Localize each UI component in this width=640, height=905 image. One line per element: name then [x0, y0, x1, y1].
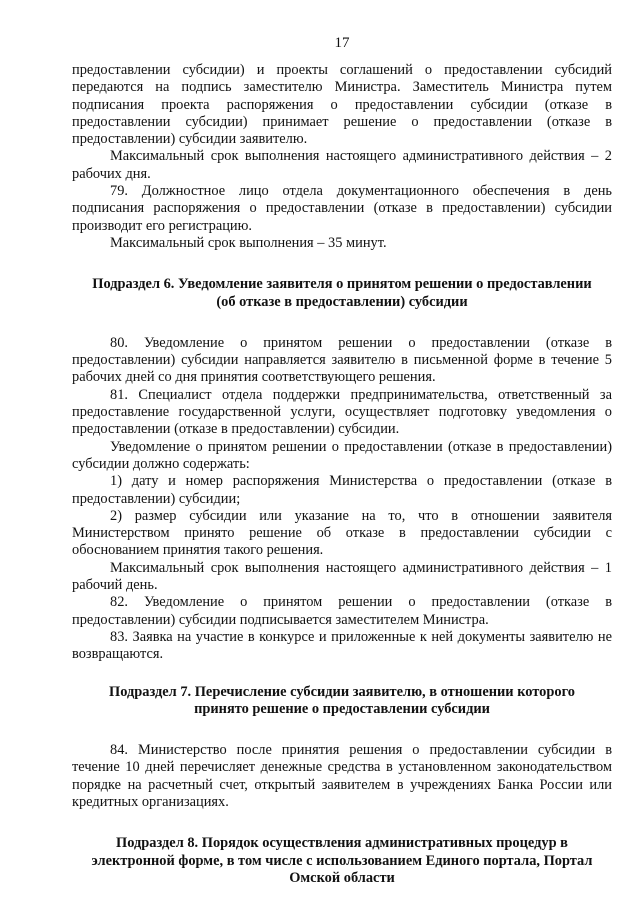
- paragraph-item-79: 79. Должностное лицо отдела документационного обеспечения в день подписания распоряжения о предоставлении (отказе в предоставлении) субсидии производит его регистрацию.: [72, 183, 612, 234]
- paragraph-item-81: 81. Специалист отдела поддержки предпринимательства, ответственный за предоставление государственной услуги, осуществляет подготовку уведомления о предоставлении (отказе в предоставлении) субсидии.: [72, 386, 612, 438]
- paragraph-notice-contents: Уведомление о принятом решении о предоставлении (отказе в предоставлении) субсидии должно содержать:: [72, 438, 612, 472]
- paragraph-item-83: 83. Заявка на участие в конкурсе и приложенные к ней документы заявителю не возвращаются.: [72, 628, 612, 663]
- page-number: 17: [334, 35, 350, 51]
- paragraph-list-item-1: 1) дату и номер распоряжения Министерства о предоставлении (отказе в предоставлении) субсидии;: [72, 473, 612, 507]
- paragraph-list-item-2: 2) размер субсидии или указание на то, что в отношении заявителя Министерством принято решение об отказе в предоставлении субсидии с обоснованием принятия такого решения.: [72, 507, 612, 559]
- paragraph-item-84: 84. Министерство после принятия решения о предоставлении субсидии в течение 10 дней перечисляет денежные средства в установленном законодательством порядке на расчетный счет, открытый заявителем в учреждениях Банка России или кредитных организациях.: [72, 742, 612, 810]
- subsection-8-heading: Подраздел 8. Порядок осуществления административных процедур в электронной форме, в том числе с использованием Единого портала, Портал Омской области: [91, 835, 593, 886]
- paragraph-max-term-2-days: Максимальный срок выполнения настоящего административного действия – 2 рабочих дня.: [72, 148, 612, 182]
- subsection-6-heading: Подраздел 6. Уведомление заявителя о принятом решении о предоставлении (об отказе в предоставлении) субсидии: [92, 276, 592, 310]
- subsection-7-heading: Подраздел 7. Перечисление субсидии заявителю, в отношении которого принято решение о предоставлении субсидии: [109, 683, 575, 717]
- paragraph-max-term-1-day: Максимальный срок выполнения настоящего административного действия – 1 рабочий день.: [72, 559, 612, 594]
- paragraph-item-82: 82. Уведомление о принятом решении о предоставлении (отказе в предоставлении) субсидии подписывается заместителем Министра.: [72, 594, 612, 628]
- paragraph-item-80: 80. Уведомление о принятом решении о предоставлении (отказе в предоставлении) субсидии направляется заявителю в письменной форме в течение 5 рабочих дней со дня принятия соответствующего решения.: [72, 334, 612, 386]
- paragraph-max-term-35-min: Максимальный срок выполнения – 35 минут.: [110, 234, 387, 251]
- paragraph-decision-signing: предоставлении субсидии) и проекты соглашений о предоставлении субсидий передаются на подпись заместителю Министра. Заместитель Министра путем подписания проекта распоряжения о предоставлении субсидии (отказе в предоставлении субсидии) принимает решение о предоставлении (отказе в предоставлении) субсидии заявителю.: [72, 62, 612, 148]
